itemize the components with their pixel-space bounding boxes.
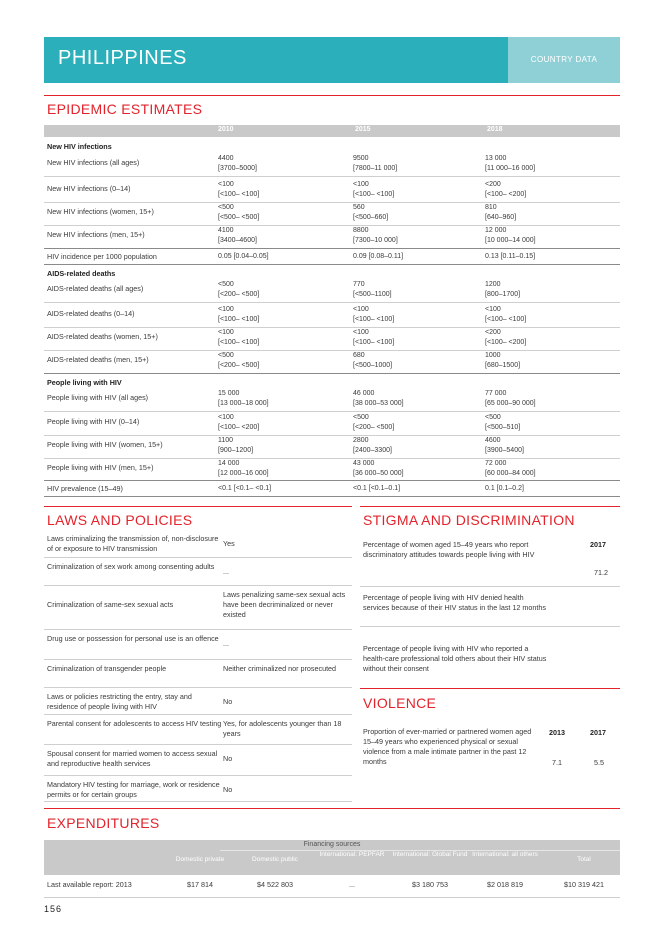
- epidemic-value: <0.1 [<0.1– <0.1]: [218, 485, 272, 492]
- divider: [44, 248, 620, 249]
- epidemic-value: 9500: [353, 155, 369, 162]
- violence-year-2013: 2013: [549, 728, 565, 737]
- epidemic-row-label: HIV prevalence (15–49): [47, 484, 123, 493]
- epidemic-value: 46 000: [353, 390, 375, 397]
- epidemic-range: [900–1200]: [218, 447, 254, 454]
- epidemic-row-label: New HIV infections (0–14): [47, 184, 131, 193]
- expenditure-column-header: Total: [577, 856, 591, 863]
- row-divider: [44, 744, 352, 745]
- row-divider: [44, 435, 620, 436]
- epidemic-row-label: AIDS-related deaths (0–14): [47, 309, 135, 318]
- epidemic-value: <100: [218, 329, 234, 336]
- epidemic-value: 14 000: [218, 460, 240, 467]
- year-2018: 2018: [487, 126, 503, 133]
- epidemic-value: 43 000: [353, 460, 375, 467]
- page-number: 156: [44, 904, 63, 914]
- expenditure-value: $4 522 803: [257, 880, 293, 889]
- row-divider: [44, 458, 620, 459]
- stigma-value-1: 71.2: [594, 568, 608, 577]
- epidemic-range: [3900–5400]: [485, 447, 524, 454]
- row-divider: [44, 687, 352, 688]
- country-data-label: COUNTRY DATA: [530, 55, 598, 64]
- violence-value-2017: 5.5: [594, 758, 604, 767]
- epidemic-range: [<100– <100]: [485, 316, 527, 323]
- row-divider: [44, 714, 352, 715]
- section-rule: [44, 506, 352, 507]
- year-2015: 2015: [355, 126, 371, 133]
- country-name: PHILIPPINES: [58, 47, 187, 69]
- law-label: Drug use or possession for personal use is an offence: [47, 634, 219, 643]
- epidemic-range: [7300–10 000]: [353, 237, 398, 244]
- epidemic-range: [2400–3300]: [353, 447, 392, 454]
- epidemic-value: 12 000: [485, 227, 507, 234]
- law-value: Yes: [223, 539, 235, 548]
- expenditure-value: $10 319 421: [564, 880, 604, 889]
- epidemic-value: 13 000: [485, 155, 507, 162]
- epidemic-value: 560: [353, 204, 365, 211]
- expenditure-column-header: International: PEPFAR: [319, 851, 385, 858]
- epidemic-value: <100: [485, 306, 501, 313]
- law-value: Neither criminalized nor prosecuted: [223, 664, 337, 673]
- epidemic-range: [38 000–53 000]: [353, 400, 404, 407]
- row-divider: [44, 176, 620, 177]
- row-divider: [44, 629, 352, 630]
- group-people-living: People living with HIV: [47, 378, 122, 387]
- epidemic-range: [13 000–18 000]: [218, 400, 269, 407]
- divider: [44, 496, 620, 497]
- epidemic-range: [7800–11 000]: [353, 165, 398, 172]
- section-rule: [44, 95, 620, 96]
- epidemic-range: [<500–1100]: [353, 291, 392, 298]
- epidemic-range: [<100– <100]: [353, 316, 395, 323]
- expenditure-column-header: Domestic public: [252, 856, 298, 863]
- epidemic-range: [10 000–14 000]: [485, 237, 536, 244]
- epidemic-value: <500: [218, 204, 234, 211]
- epidemic-value: 15 000: [218, 390, 240, 397]
- stigma-row-2: Percentage of people living with HIV denied health services because of their HIV status in the last 12 months: [363, 593, 546, 612]
- divider: [44, 373, 620, 374]
- epidemic-row-label: New HIV infections (all ages): [47, 158, 140, 167]
- epidemic-value: 0.09 [0.08–0.11]: [353, 253, 404, 260]
- law-value: ...: [223, 567, 229, 576]
- year-2010: 2010: [218, 126, 234, 133]
- epidemic-row-label: AIDS-related deaths (men, 15+): [47, 355, 149, 364]
- epidemic-value: <0.1 [<0.1–0.1]: [353, 485, 401, 492]
- epidemic-range: [<100– <200]: [485, 191, 527, 198]
- laws-title: LAWS AND POLICIES: [47, 512, 193, 528]
- violence-label: Proportion of ever-married or partnered women aged 15–49 years who experienced physical or sexual violence from a male intimate partner in the past 12 months: [363, 727, 532, 766]
- epidemic-range: [3700–5000]: [218, 165, 257, 172]
- expenditure-column-header: International: Global Fund: [392, 851, 468, 858]
- epidemic-value: 77 000: [485, 390, 507, 397]
- epidemic-value: 2800: [353, 437, 369, 444]
- epidemic-value: 0.13 [0.11–0.15]: [485, 253, 536, 260]
- divider: [44, 897, 620, 898]
- epidemic-table-header: [44, 125, 620, 137]
- epidemic-value: 1000: [485, 352, 501, 359]
- row-divider: [44, 327, 620, 328]
- epidemic-value: 810: [485, 204, 497, 211]
- law-label: Laws criminalizing the transmission of, non-disclosure of or exposure to HIV transmission: [47, 534, 219, 553]
- expenditure-column-header: International: all others: [472, 851, 538, 858]
- epidemic-row-label: People living with HIV (all ages): [47, 393, 149, 402]
- epidemic-range: [<100– <100]: [353, 191, 395, 198]
- epidemic-row-label: People living with HIV (0–14): [47, 417, 140, 426]
- law-label: Criminalization of same-sex sexual acts: [47, 600, 174, 609]
- epidemic-range: [<500–510]: [485, 424, 521, 431]
- epidemic-value: <500: [485, 414, 501, 421]
- epidemic-range: [3400–4600]: [218, 237, 257, 244]
- violence-value-2013: 7.1: [552, 758, 562, 767]
- group-new-infections: New HIV infections: [47, 142, 112, 151]
- epidemic-value: 4400: [218, 155, 234, 162]
- expenditure-value: $17 814: [187, 880, 213, 889]
- row-divider: [44, 302, 620, 303]
- law-value: No: [223, 754, 233, 763]
- expenditure-column-header: Domestic private: [175, 856, 225, 863]
- epidemic-row-label: AIDS-related deaths (all ages): [47, 284, 144, 293]
- violence-title: VIOLENCE: [363, 695, 437, 711]
- epidemic-range: [680–1500]: [485, 362, 521, 369]
- epidemic-range: [<100– <100]: [218, 339, 260, 346]
- law-label: Laws or policies restricting the entry, stay and residence of people living with HIV: [47, 692, 192, 711]
- epidemic-range: [<100– <200]: [218, 424, 260, 431]
- epidemic-range: [<500– <500]: [218, 214, 260, 221]
- epidemic-value: <100: [218, 306, 234, 313]
- epidemic-value: <200: [485, 181, 501, 188]
- epidemic-range: [12 000–16 000]: [218, 470, 269, 477]
- epidemic-value: <500: [218, 281, 234, 288]
- epidemic-row-label: AIDS-related deaths (women, 15+): [47, 332, 158, 341]
- epidemic-value: <100: [353, 181, 369, 188]
- row-divider: [44, 202, 620, 203]
- expenditure-value: ...: [349, 880, 355, 889]
- expenditure-value: $2 018 819: [487, 880, 523, 889]
- law-value: Yes, for adolescents younger than 18 years: [223, 719, 342, 738]
- law-label: Mandatory HIV testing for marriage, work or residence permits or for certain groups: [47, 780, 220, 799]
- epidemic-value: 72 000: [485, 460, 507, 467]
- stigma-row-3: Percentage of people living with HIV who reported a health-care professional told others about their HIV status without their consent: [363, 644, 547, 673]
- law-label: Criminalization of sex work among consenting adults: [47, 562, 215, 571]
- expenditure-value: $3 180 753: [412, 880, 448, 889]
- stigma-title: STIGMA AND DISCRIMINATION: [363, 512, 575, 528]
- stigma-year: 2017: [590, 540, 606, 549]
- law-value: No: [223, 697, 233, 706]
- epidemic-range: [<200– <500]: [218, 362, 260, 369]
- epidemic-value: 0.05 [0.04–0.05]: [218, 253, 269, 260]
- epidemic-value: 680: [353, 352, 365, 359]
- epidemic-value: 8800: [353, 227, 369, 234]
- epidemic-value: 4600: [485, 437, 501, 444]
- epidemic-row-label: HIV incidence per 1000 population: [47, 252, 157, 261]
- epidemic-range: [<200– <500]: [353, 424, 395, 431]
- epidemic-range: [60 000–84 000]: [485, 470, 536, 477]
- law-label: Criminalization of transgender people: [47, 664, 167, 673]
- epidemic-value: 0.1 [0.1–0.2]: [485, 485, 524, 492]
- row-divider: [44, 659, 352, 660]
- divider: [360, 586, 620, 587]
- expenditures-title: EXPENDITURES: [47, 815, 160, 831]
- row-divider: [44, 557, 352, 558]
- law-label: Spousal consent for married women to access sexual and reproductive health services: [47, 749, 218, 768]
- epidemic-range: [640–960]: [485, 214, 517, 221]
- section-rule: [360, 506, 620, 507]
- epidemic-value: <500: [218, 352, 234, 359]
- divider: [44, 264, 620, 265]
- epidemic-row-label: People living with HIV (men, 15+): [47, 463, 154, 472]
- group-aids-deaths: AIDS-related deaths: [47, 269, 116, 278]
- epidemic-value: <500: [353, 414, 369, 421]
- epidemic-range: [<500–660]: [353, 214, 389, 221]
- row-divider: [44, 801, 352, 802]
- epidemic-range: [800–1700]: [485, 291, 521, 298]
- stigma-row-1: Percentage of women aged 15–49 years who report discriminatory attitudes towards people living with HIV: [363, 540, 535, 559]
- row-divider: [44, 411, 620, 412]
- divider: [44, 480, 620, 481]
- epidemic-range: [<100– <100]: [218, 191, 260, 198]
- epidemic-range: [65 000–90 000]: [485, 400, 536, 407]
- epidemic-value: 770: [353, 281, 365, 288]
- epidemic-value: <200: [485, 329, 501, 336]
- epidemic-value: 1100: [218, 437, 234, 444]
- epidemic-title: EPIDEMIC ESTIMATES: [47, 101, 203, 117]
- row-divider: [44, 775, 352, 776]
- section-rule: [360, 688, 620, 689]
- epidemic-range: [36 000–50 000]: [353, 470, 404, 477]
- violence-year-2017: 2017: [590, 728, 606, 737]
- epidemic-range: [<100– <100]: [353, 339, 395, 346]
- epidemic-value: <100: [218, 181, 234, 188]
- law-value: Laws penalizing same-sex sexual acts have been decriminalized or never existed: [223, 590, 346, 619]
- divider: [360, 626, 620, 627]
- row-divider: [44, 585, 352, 586]
- epidemic-range: [11 000–16 000]: [485, 165, 536, 172]
- epidemic-value: <100: [218, 414, 234, 421]
- epidemic-value: 1200: [485, 281, 501, 288]
- epidemic-row-label: New HIV infections (men, 15+): [47, 230, 145, 239]
- row-divider: [44, 350, 620, 351]
- expenditures-row-label: Last available report: 2013: [47, 880, 132, 889]
- epidemic-value: <100: [353, 306, 369, 313]
- epidemic-range: [<100– <200]: [485, 339, 527, 346]
- law-value: No: [223, 785, 233, 794]
- row-divider: [44, 225, 620, 226]
- law-value: ...: [223, 639, 229, 648]
- financing-sources-label: Financing sources: [303, 841, 361, 848]
- law-label: Parental consent for adolescents to access HIV testing: [47, 719, 222, 728]
- epidemic-row-label: New HIV infections (women, 15+): [47, 207, 154, 216]
- epidemic-value: <100: [353, 329, 369, 336]
- section-rule: [44, 808, 620, 809]
- epidemic-range: [<200– <500]: [218, 291, 260, 298]
- epidemic-value: 4100: [218, 227, 234, 234]
- epidemic-row-label: People living with HIV (women, 15+): [47, 440, 163, 449]
- epidemic-range: [<500–1000]: [353, 362, 393, 369]
- epidemic-range: [<100– <100]: [218, 316, 260, 323]
